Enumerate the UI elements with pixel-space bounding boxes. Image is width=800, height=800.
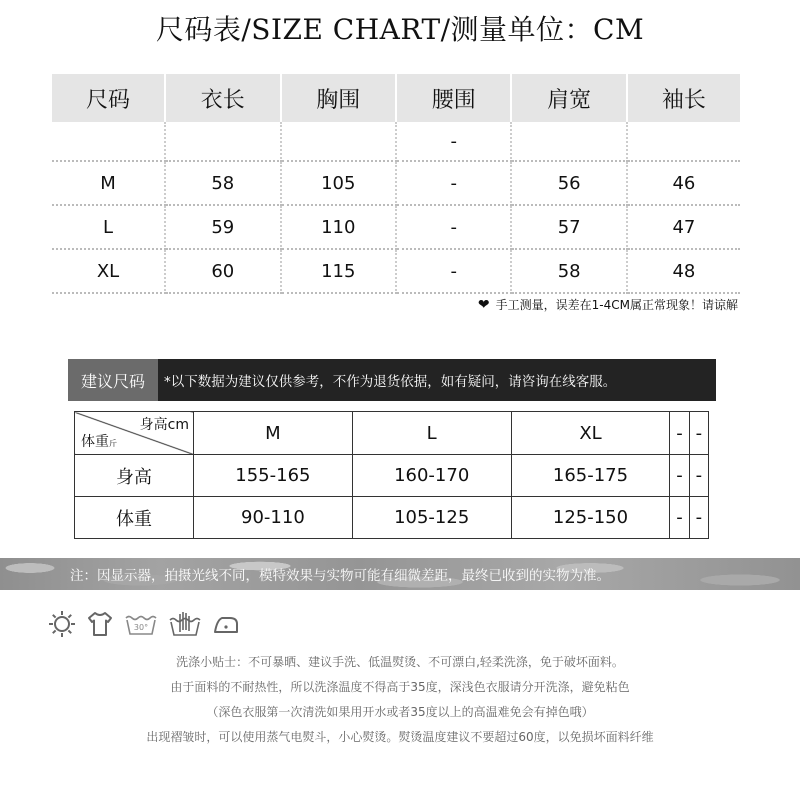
care-icons <box>48 610 240 638</box>
table-cell: - <box>396 122 511 161</box>
table-cell: XL <box>52 249 165 293</box>
disclaimer-text: 注：因显示器，拍摄光线不同，模特效果与实物可能有细微差距，最终已收到的实物为准。 <box>70 568 610 584</box>
table-cell: 58 <box>511 249 626 293</box>
header-cell: 腰围 <box>396 74 511 122</box>
table-row <box>52 249 740 293</box>
size-cell: M <box>194 412 353 455</box>
table-cell: 90-110 <box>194 497 353 539</box>
table-cell <box>52 122 165 161</box>
table-cell <box>165 122 280 161</box>
sun-dry-icon <box>48 610 76 638</box>
recommend-text: *以下数据为建议仅供参考，不作为退货依据，如有疑问，请咨询在线客服。 <box>164 374 617 390</box>
table-cell: - <box>689 497 708 539</box>
size-table-header <box>52 74 740 122</box>
header-cell: 尺码 <box>52 74 165 122</box>
corner-weight-unit: 斤 <box>109 439 117 448</box>
table-row <box>52 122 740 161</box>
table-cell <box>281 122 396 161</box>
heart-icon: ❤ <box>477 297 490 313</box>
table-cell: 105 <box>281 161 396 205</box>
recommend-header-row <box>75 412 709 455</box>
care-tips <box>0 650 800 750</box>
size-chart-table <box>52 74 740 294</box>
table-cell: 155-165 <box>194 455 353 497</box>
corner-weight-text: 体重 <box>81 434 109 450</box>
page-title: 尺码表/SIZE CHART/测量单位：CM <box>155 13 645 46</box>
table-cell: 160-170 <box>352 455 511 497</box>
table-cell: 58 <box>165 161 280 205</box>
recommend-row-weight <box>75 497 709 539</box>
measurement-note <box>478 296 738 313</box>
wash-30-icon <box>124 610 158 638</box>
table-cell: 125-150 <box>511 497 670 539</box>
corner-weight-label <box>81 431 117 451</box>
table-cell: 165-175 <box>511 455 670 497</box>
iron-icon <box>212 610 240 638</box>
row-label: 身高 <box>75 455 194 497</box>
table-row <box>52 161 740 205</box>
note-text: 手工测量，误差在1-4CM属正常现象！请谅解 <box>495 298 738 312</box>
size-cell: XL <box>511 412 670 455</box>
recommend-row-height <box>75 455 709 497</box>
header-cell: 袖长 <box>627 74 740 122</box>
table-cell: L <box>52 205 165 249</box>
table-row <box>52 205 740 249</box>
corner-cell <box>75 412 194 455</box>
table-cell: 110 <box>281 205 396 249</box>
table-cell: M <box>52 161 165 205</box>
table-cell: 46 <box>627 161 740 205</box>
tip-line: 由于面料的不耐热性，所以洗涤温度不得高于35度，深浅色衣服请分开洗涤，避免粘色 <box>170 680 630 694</box>
table-cell: 56 <box>511 161 626 205</box>
hand-wash-icon <box>168 610 202 638</box>
table-cell: 47 <box>627 205 740 249</box>
table-cell: - <box>396 249 511 293</box>
table-cell <box>627 122 740 161</box>
disclaimer-strip <box>0 558 800 590</box>
header-cell: 胸围 <box>281 74 396 122</box>
table-cell: 60 <box>165 249 280 293</box>
table-cell: - <box>396 161 511 205</box>
table-cell: 105-125 <box>352 497 511 539</box>
row-label: 体重 <box>75 497 194 539</box>
header-cell: 衣长 <box>165 74 280 122</box>
header-cell: 肩宽 <box>511 74 626 122</box>
size-cell: - <box>670 412 689 455</box>
corner-height-label: 身高cm <box>139 417 189 433</box>
size-cell: L <box>352 412 511 455</box>
wash-temp-label: 30° <box>133 623 149 632</box>
recommend-label: 建议尺码 <box>68 359 158 401</box>
table-cell: - <box>670 455 689 497</box>
shirt-icon <box>86 610 114 638</box>
table-cell <box>511 122 626 161</box>
tip-line: 出现褶皱时，可以使用蒸气电熨斗，小心熨烫。熨烫温度建议不要超过60度，以免损坏面料纤维 <box>146 730 654 744</box>
table-cell: 115 <box>281 249 396 293</box>
table-cell: 48 <box>627 249 740 293</box>
table-cell: 57 <box>511 205 626 249</box>
table-cell: - <box>670 497 689 539</box>
recommend-table <box>74 411 709 539</box>
recommend-banner <box>68 359 716 401</box>
tip-line: （深色衣服第一次清洗如果用开水或者35度以上的高温难免会有掉色哦） <box>206 705 594 719</box>
table-cell: - <box>396 205 511 249</box>
table-cell: 59 <box>165 205 280 249</box>
table-cell: - <box>689 455 708 497</box>
tip-line: 洗涤小贴士：不可暴晒、建议手洗、低温熨烫、不可漂白,轻柔洗涤，免于破坏面料。 <box>176 655 624 669</box>
size-cell: - <box>689 412 708 455</box>
